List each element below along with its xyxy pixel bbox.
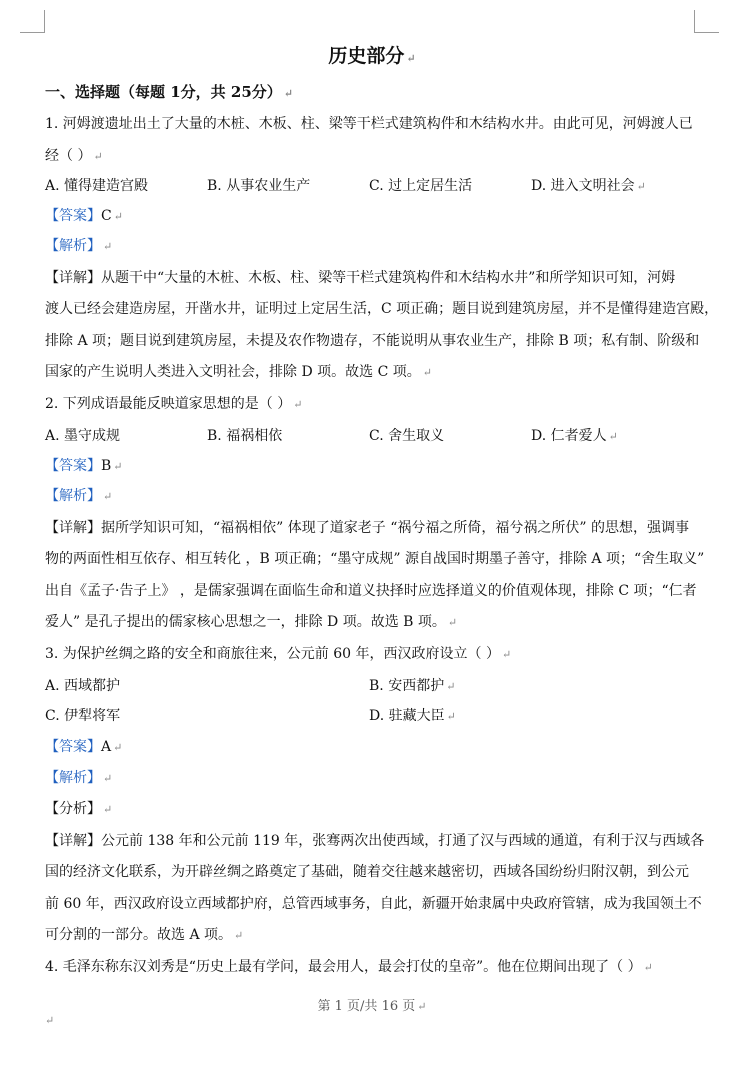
q1-options bbox=[45, 176, 705, 196]
q4-stem: 4. 毛泽东称东汉刘秀是“历史上最有学问，最会用人，最会打仗的皇帝”。他在位期间出现了（ ） ↵ bbox=[45, 959, 653, 975]
q3-option-a: A. 西域都护 bbox=[45, 678, 121, 694]
q3-options-row1 bbox=[45, 676, 705, 696]
q2-analysis-label: 【解析】 ↵ bbox=[45, 488, 113, 504]
q2-detail-line1: 【详解】据所学知识可知，“福祸相依” 体现了道家老子 “祸兮福之所倚，福兮祸之所伏” 的思想，强调事 bbox=[45, 520, 689, 536]
q3-detail-line3: 前 60 年，西汉政府设立西域都护府，总管西域事务，自此，新疆开始隶属中央政府管辖，成为我国领土不 bbox=[45, 896, 702, 912]
q2-detail-line4: 爱人” 是孔子提出的儒家核心思想之一，排除 D 项。故选 B 项。 ↵ bbox=[45, 614, 458, 630]
q1-stem-line2: 经（ ） ↵ bbox=[45, 148, 103, 164]
q3-option-c: C. 伊犁将军 bbox=[45, 708, 121, 724]
q1-option-b: B. 从事农业生产 bbox=[207, 178, 311, 194]
q2-answer: 【答案】B ↵ bbox=[45, 458, 123, 474]
q3-detail-line1: 【详解】公元前 138 年和公元前 119 年，张骞两次出使西域，打通了汉与西域的通道，有利于汉与西域各 bbox=[45, 833, 705, 849]
q3-analysis-label: 【解析】 ↵ bbox=[45, 770, 113, 786]
q2-option-a: A. 墨守成规 bbox=[45, 428, 121, 444]
q1-analysis-label: 【解析】 ↵ bbox=[45, 238, 113, 254]
q3-detail-line4: 可分割的一部分。故选 A 项。 ↵ bbox=[45, 927, 244, 943]
q3-answer: 【答案】A ↵ bbox=[45, 739, 123, 755]
q1-option-d: D. 进入文明社会 ↵ bbox=[531, 178, 646, 194]
corner-mark-right bbox=[694, 10, 719, 33]
q1-detail-line2: 渡人已经会建造房屋，开凿水井，证明过上定居生活，C 项正确；题目说到建筑房屋，并不是懂得建造宫殿， bbox=[45, 301, 719, 317]
q3-option-d: D. 驻藏大臣 ↵ bbox=[369, 708, 456, 724]
q2-option-c: C. 舍生取义 bbox=[369, 428, 445, 444]
q3-option-b: B. 安西都护 ↵ bbox=[369, 678, 456, 694]
q2-detail-line2: 物的两面性相互依存、相互转化 ，B 项正确；“墨守成规” 源自战国时期墨子善守，排除 A 项；“舍生取义” bbox=[45, 551, 705, 567]
q1-detail-line4: 国家的产生说明人类进入文明社会，排除 D 项。故选 C 项。 ↵ bbox=[45, 364, 432, 380]
q3-fenxi-label: 【分析】 ↵ bbox=[45, 801, 113, 817]
page-title: 历史部分 ↵ bbox=[328, 45, 416, 67]
corner-mark-left bbox=[20, 10, 45, 33]
q2-option-b: B. 福祸相依 bbox=[207, 428, 283, 444]
q1-detail-line3: 排除 A 项；题目说到建筑房屋，未提及农作物遗存，不能说明从事农业生产，排除 B 项；私有制、阶级和 bbox=[45, 333, 700, 349]
q3-options-row2 bbox=[45, 706, 705, 726]
q1-option-c: C. 过上定居生活 bbox=[369, 178, 473, 194]
q1-stem-line1: 1. 河姆渡遗址出土了大量的木桩、木板、柱、梁等干栏式建筑构件和木结构水井。由此可见，河姆渡人已 bbox=[45, 116, 693, 132]
q2-stem: 2. 下列成语最能反映道家思想的是（ ） ↵ bbox=[45, 396, 303, 412]
section-heading: 一、选择题（每题 1分，共 25分） ↵ bbox=[45, 83, 293, 101]
q2-option-d: D. 仁者爱人 ↵ bbox=[531, 428, 618, 444]
q1-answer: 【答案】C ↵ bbox=[45, 208, 123, 224]
paragraph-mark: ↵ bbox=[45, 1014, 55, 1027]
q2-detail-line3: 出自《孟子·告子上》 ，是儒家强调在面临生命和道义抉择时应选择道义的价值观体现，排除 C 项；“仁者 bbox=[45, 583, 697, 599]
q3-detail-line2: 国的经济文化联系，为开辟丝绸之路奠定了基础，随着交往越来越密切，西域各国纷纷归附汉朝，到公元 bbox=[45, 864, 689, 880]
q1-detail-line1: 【详解】从题干中“大量的木桩、木板、柱、梁等干栏式建筑构件和木结构水井”和所学知识可知，河姆 bbox=[45, 270, 676, 286]
q3-stem: 3. 为保护丝绸之路的安全和商旅往来，公元前 60 年，西汉政府设立（ ） ↵ bbox=[45, 646, 512, 662]
q2-options bbox=[45, 426, 705, 446]
page-footer: 第 1 页/共 16 页 ↵ bbox=[317, 999, 427, 1014]
q1-option-a: A. 懂得建造宫殿 bbox=[45, 178, 149, 194]
